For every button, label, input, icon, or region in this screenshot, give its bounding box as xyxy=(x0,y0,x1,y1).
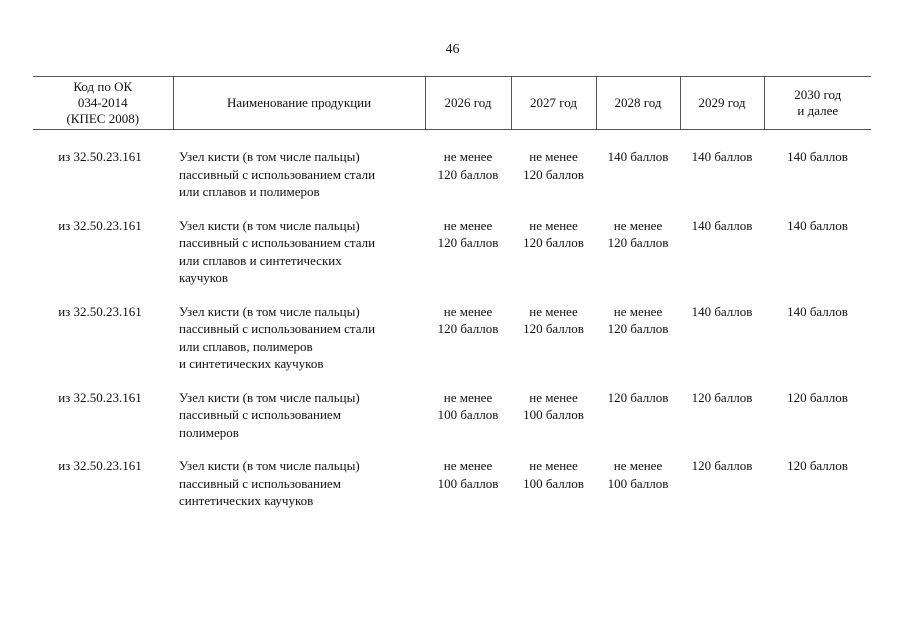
header-row xyxy=(33,77,871,130)
cell-2030 xyxy=(764,303,871,389)
name-line: или сплавов и синтетических xyxy=(179,252,342,268)
cell-2027 xyxy=(511,457,596,526)
value-line: 100 баллов xyxy=(437,407,499,422)
cell-2027 xyxy=(511,148,596,217)
cell-2028 xyxy=(596,389,680,458)
cell-2030 xyxy=(764,457,871,526)
cell-2028 xyxy=(596,457,680,526)
value-line: 120 баллов xyxy=(691,389,753,405)
value-line: 100 баллов xyxy=(523,475,584,491)
value-line: 120 баллов xyxy=(437,166,499,182)
cell-code: из 32.50.23.161 xyxy=(58,389,142,405)
cell-2026 xyxy=(425,303,511,389)
name-line: или сплавов и полимеров xyxy=(179,184,320,199)
cell-2028 xyxy=(596,148,680,217)
cell-2030 xyxy=(764,148,871,217)
value-line: 140 баллов xyxy=(787,303,848,319)
value-line: 120 баллов xyxy=(787,458,848,473)
name-line: полимеров xyxy=(179,424,239,440)
value-line: 120 баллов xyxy=(437,235,499,250)
cell-2027 xyxy=(511,389,596,458)
name-line: Узел кисти (в том числе пальцы) xyxy=(179,149,360,164)
value-line: 120 баллов xyxy=(437,321,499,336)
name-line: пассивный с использованием xyxy=(179,475,341,491)
page-number: 46 xyxy=(445,42,460,57)
value-line: не менее xyxy=(613,217,663,233)
cell-2027 xyxy=(511,303,596,389)
table-spacer xyxy=(33,130,871,149)
value-line: 140 баллов xyxy=(691,149,753,164)
value-line: 140 баллов xyxy=(607,149,669,164)
header-2030 xyxy=(764,77,871,130)
cell-2029 xyxy=(680,389,764,458)
cell-name xyxy=(173,457,425,526)
name-line: каучуков xyxy=(179,270,229,285)
name-line: Узел кисти (в том числе пальцы) xyxy=(179,458,360,473)
cell-2029 xyxy=(680,148,764,217)
name-line: Узел кисти (в том числе пальцы) xyxy=(179,217,360,233)
value-line: не менее xyxy=(529,389,578,405)
header-2030-line: 2030 год xyxy=(794,87,842,102)
header-2027: 2027 год xyxy=(511,77,596,130)
value-line: 120 баллов xyxy=(691,458,753,473)
header-code xyxy=(33,77,173,130)
name-line: пассивный с использованием стали xyxy=(179,166,376,182)
value-line: не менее xyxy=(443,389,493,405)
table-header xyxy=(33,77,871,130)
value-line: не менее xyxy=(443,458,493,473)
cell-code: из 32.50.23.161 xyxy=(58,303,142,319)
value-line: 140 баллов xyxy=(691,303,753,319)
cell-2028 xyxy=(596,217,680,303)
cell-2026 xyxy=(425,148,511,217)
header-name: Наименование продукции xyxy=(173,77,425,130)
cell-2026 xyxy=(425,457,511,526)
name-line: или сплавов, полимеров xyxy=(179,338,313,354)
header-2026: 2026 год xyxy=(425,77,511,130)
value-line: 120 баллов xyxy=(607,235,669,250)
value-line: не менее xyxy=(529,149,578,164)
header-code-line: Код по ОК xyxy=(73,79,133,94)
cell-code: из 32.50.23.161 xyxy=(58,217,142,233)
header-code-line: (КПЕС 2008) xyxy=(66,111,140,126)
value-line: не менее xyxy=(529,217,578,233)
header-code-line: 034-2014 xyxy=(77,95,128,110)
cell-code: из 32.50.23.161 xyxy=(58,458,142,473)
table-body xyxy=(33,130,871,526)
cell-name xyxy=(173,389,425,458)
cell-name xyxy=(173,217,425,303)
cell-2026 xyxy=(425,217,511,303)
table-row xyxy=(33,217,871,303)
value-line: не менее xyxy=(529,303,578,319)
value-line: 140 баллов xyxy=(787,217,848,233)
name-line: синтетических каучуков xyxy=(179,493,314,508)
value-line: 140 баллов xyxy=(691,217,753,233)
table-row xyxy=(33,148,871,217)
table-row xyxy=(33,457,871,526)
header-2029: 2029 год xyxy=(680,77,764,130)
cell-2030 xyxy=(764,217,871,303)
name-line: пассивный с использованием стали xyxy=(179,321,376,336)
cell-name xyxy=(173,148,425,217)
name-line: и синтетических каучуков xyxy=(179,356,324,371)
header-2028: 2028 год xyxy=(596,77,680,130)
table-row xyxy=(33,303,871,389)
value-line: не менее xyxy=(443,149,493,164)
cell-name xyxy=(173,303,425,389)
name-line: пассивный с использованием xyxy=(179,407,341,422)
spacer-cell xyxy=(33,130,871,149)
value-line: 100 баллов xyxy=(607,475,669,491)
header-2030-line: и далее xyxy=(797,103,839,118)
value-line: не менее xyxy=(443,303,493,319)
name-line: пассивный с использованием стали xyxy=(179,235,376,250)
cell-2027 xyxy=(511,217,596,303)
cell-2030 xyxy=(764,389,871,458)
value-line: не менее xyxy=(613,458,663,473)
name-line: Узел кисти (в том числе пальцы) xyxy=(179,303,360,319)
value-line: 100 баллов xyxy=(523,407,584,422)
cell-2029 xyxy=(680,303,764,389)
value-line: не менее xyxy=(443,217,493,233)
value-line: не менее xyxy=(613,303,663,319)
cell-2026 xyxy=(425,389,511,458)
value-line: 140 баллов xyxy=(787,149,848,164)
name-line: Узел кисти (в том числе пальцы) xyxy=(179,389,360,405)
value-line: 100 баллов xyxy=(437,475,499,491)
value-line: 120 баллов xyxy=(607,321,669,336)
cell-code: из 32.50.23.161 xyxy=(58,149,142,164)
value-line: 120 баллов xyxy=(523,235,584,250)
value-line: 120 баллов xyxy=(523,321,584,336)
table-row xyxy=(33,389,871,458)
cell-2029 xyxy=(680,457,764,526)
value-line: 120 баллов xyxy=(607,389,669,405)
cell-2028 xyxy=(596,303,680,389)
value-line: 120 баллов xyxy=(787,389,848,405)
cell-2029 xyxy=(680,217,764,303)
product-requirements-table xyxy=(33,76,871,526)
value-line: 120 баллов xyxy=(523,166,584,182)
value-line: не менее xyxy=(529,458,578,473)
